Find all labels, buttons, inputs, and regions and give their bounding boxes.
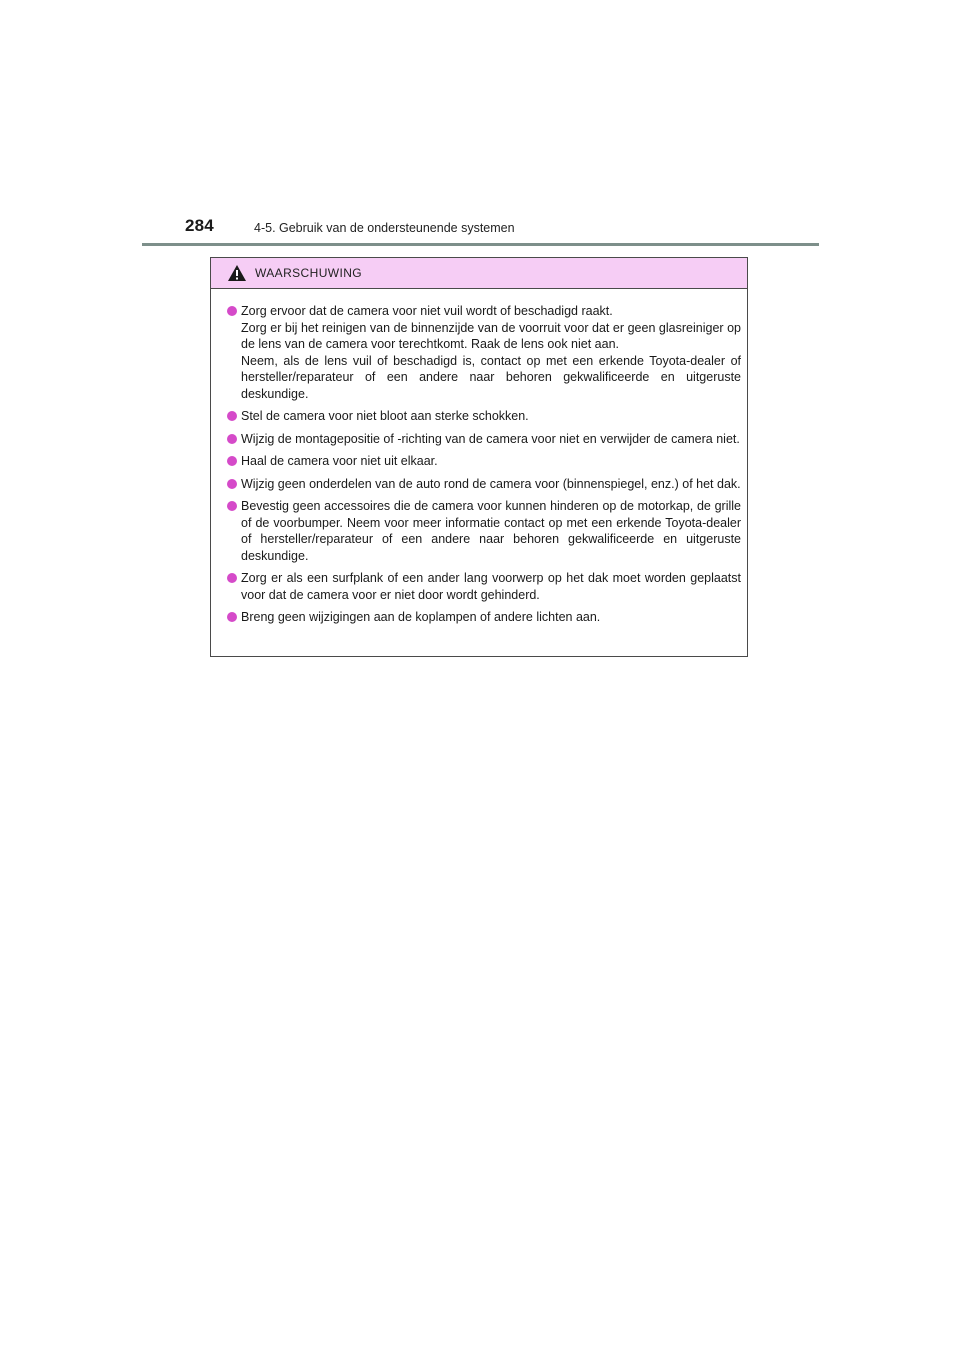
warning-list [211,289,747,626]
warning-item-text: Breng geen wijzigingen aan de koplampen of andere lichten aan. [241,610,601,624]
bullet-icon [227,573,237,583]
warning-item-text: Zorg ervoor dat de camera voor niet vuil wordt of beschadigd raakt. [241,304,613,318]
warning-title: WAARSCHUWING [255,266,363,280]
warning-item-text: Wijzig de montagepositie of -richting van de camera voor niet en verwijder de camera niet. [241,431,740,446]
warning-list-item [241,476,741,493]
warning-list-item [241,408,741,425]
page-number: 284 [185,216,214,235]
bullet-icon [227,434,237,444]
warning-list-item [241,609,741,626]
warning-item-text: Zorg er bij het reinigen van de binnenzijde van de voorruit voor dat er geen glasreiniger op de lens van de camera voor terechtkomt. Raak de lens ook niet aan. [241,320,741,351]
warning-triangle-icon [227,264,247,282]
bullet-icon [227,411,237,421]
warning-list-item [241,570,741,603]
bullet-icon [227,501,237,511]
warning-item-text: Bevestig geen accessoires die de camera voor kunnen hinderen op de motorkap, de grille of de voorbumper. Neem voor meer informatie contact op met een erkende Toyota-dealer of hersteller/reparateur of een andere naar behoren gekwalificeerde en uitgeruste deskundige. [241,499,741,563]
warning-list-item [241,453,741,470]
bullet-icon [227,306,237,316]
warning-header [211,258,747,289]
section-title: 4-5. Gebruik van de ondersteunende systemen [254,221,515,235]
warning-list-item [241,431,741,448]
warning-box [210,257,748,657]
header-rule [142,243,819,246]
warning-item-text: Zorg er als een surfplank of een ander lang voorwerp op het dak moet worden geplaatst voor dat de camera voor er niet door wordt gehinderd. [241,571,741,602]
warning-item-text: Stel de camera voor niet bloot aan sterke schokken. [241,409,529,423]
bullet-icon [227,479,237,489]
bullet-icon [227,456,237,466]
warning-list-item [241,303,741,402]
warning-item-text: Neem, als de lens vuil of beschadigd is, contact op met een erkende Toyota-dealer of hersteller/reparateur of een andere naar behoren gekwalificeerde en uitgeruste deskundige. [241,353,741,401]
warning-item-text: Wijzig geen onderdelen van de auto rond de camera voor (binnenspiegel, enz.) of het dak. [241,476,741,491]
bullet-icon [227,612,237,622]
warning-item-text: Haal de camera voor niet uit elkaar. [241,454,438,468]
warning-list-item [241,498,741,564]
